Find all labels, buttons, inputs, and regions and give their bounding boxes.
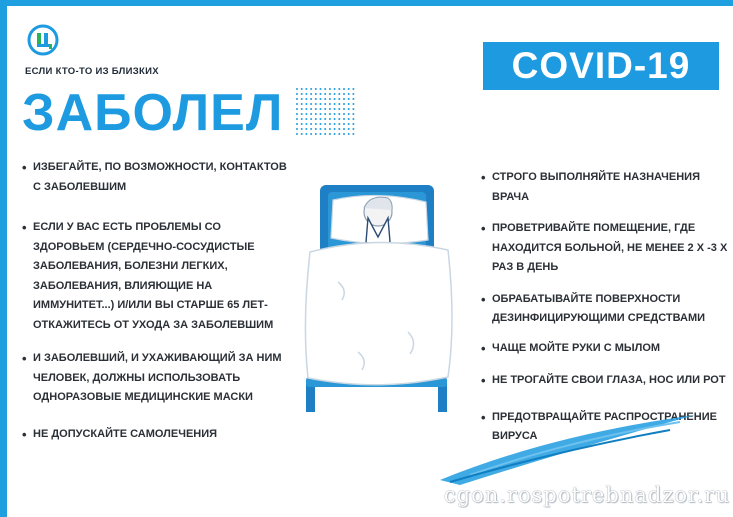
dot: [310, 93, 312, 95]
dot: [320, 108, 322, 110]
dot: [343, 93, 345, 95]
bullet-icon: •: [481, 409, 486, 425]
dot: [343, 108, 345, 110]
dot: [320, 128, 322, 130]
dot: [320, 133, 322, 135]
dot: [352, 133, 354, 135]
dot: [301, 108, 303, 110]
dot: [348, 108, 350, 110]
dot: [324, 88, 326, 90]
dot: [305, 88, 307, 90]
dot: [310, 88, 312, 90]
dot: [352, 98, 354, 100]
dot: [338, 98, 340, 100]
dot: [296, 108, 298, 110]
dot: [296, 98, 298, 100]
list-item: [481, 290, 730, 329]
dot: [301, 98, 303, 100]
dot: [301, 88, 303, 90]
dot: [315, 123, 317, 125]
dot: [334, 98, 336, 100]
dot: [320, 103, 322, 105]
dot: [334, 93, 336, 95]
dot: [352, 113, 354, 115]
dot: [324, 118, 326, 120]
dot: [343, 98, 345, 100]
dot: [352, 93, 354, 95]
dot: [329, 98, 331, 100]
dot: [352, 108, 354, 110]
page-title: ЗАБОЛЕЛ: [22, 84, 284, 142]
dot-pattern-decoration: [295, 87, 357, 137]
dot: [348, 123, 350, 125]
dot: [343, 113, 345, 115]
dot: [320, 93, 322, 95]
dot: [296, 128, 298, 130]
dot: [334, 113, 336, 115]
dot: [338, 128, 340, 130]
dot: [296, 118, 298, 120]
site-watermark: cgon.rospotrebnadzor.ru: [443, 483, 730, 507]
dot: [310, 118, 312, 120]
dot: [348, 93, 350, 95]
bullet-icon: •: [22, 426, 27, 442]
dot: [324, 113, 326, 115]
dot: [329, 118, 331, 120]
bullet-icon: •: [22, 220, 27, 235]
list-item-text: СТРОГО ВЫПОЛНЯЙТЕ НАЗНАЧЕНИЯ ВРАЧА: [492, 171, 700, 203]
dot: [334, 118, 336, 120]
bullet-icon: •: [481, 340, 486, 356]
dot: [334, 128, 336, 130]
dot: [324, 93, 326, 95]
dot: [352, 103, 354, 105]
list-item: [481, 371, 730, 391]
dot: [305, 98, 307, 100]
bullet-icon: •: [481, 291, 486, 307]
dot: [348, 128, 350, 130]
dot: [320, 118, 322, 120]
dot: [310, 108, 312, 110]
dot: [329, 113, 331, 115]
dot: [315, 98, 317, 100]
bullet-icon: •: [481, 221, 486, 236]
dot: [315, 113, 317, 115]
list-item: [22, 158, 288, 197]
list-item-text: ЕСЛИ У ВАС ЕСТЬ ПРОБЛЕМЫ СО ЗДОРОВЬЕМ (СЕРДЕЧНО-СОСУДИСТЫЕ ЗАБОЛЕВАНИЯ, БОЛЕЗНИ ЛЕГКИХ, ЗАБОЛЕВАНИЯ, ВЛИЯЮЩИЕ НА ИММУНИТЕТ...) И/ИЛИ ВЫ СТАРШЕ 65 ЛЕТ-ОТКАЖИТЕСЬ ОТ УХОДА ЗА ЗАБОЛЕВШИМ: [33, 221, 274, 331]
dot: [324, 103, 326, 105]
dot: [329, 103, 331, 105]
dot: [338, 108, 340, 110]
brush-stroke-decoration: [430, 410, 700, 490]
dot: [301, 103, 303, 105]
dot: [338, 103, 340, 105]
dot: [352, 88, 354, 90]
dot: [296, 93, 298, 95]
list-item: [481, 168, 730, 207]
dot: [301, 93, 303, 95]
dot: [338, 93, 340, 95]
dot: [343, 103, 345, 105]
dot: [352, 118, 354, 120]
dot: [329, 88, 331, 90]
list-item-text: ПРОВЕТРИВАЙТЕ ПОМЕЩЕНИЕ, ГДЕ НАХОДИТСЯ БОЛЬНОЙ, НЕ МЕНЕЕ 2 Х -3 Х РАЗ В ДЕНЬ: [492, 222, 728, 273]
dot: [301, 133, 303, 135]
right-recommendations-list: [481, 168, 730, 447]
dot: [324, 133, 326, 135]
list-item: [22, 218, 288, 335]
dot: [296, 123, 298, 125]
list-item: [481, 339, 730, 359]
dot: [296, 113, 298, 115]
dot: [310, 113, 312, 115]
dot: [329, 93, 331, 95]
dot: [301, 118, 303, 120]
dot: [305, 133, 307, 135]
dot: [315, 118, 317, 120]
dot: [310, 103, 312, 105]
dot: [296, 88, 298, 90]
dot: [324, 128, 326, 130]
dot: [348, 133, 350, 135]
dot: [305, 113, 307, 115]
bullet-icon: •: [481, 170, 486, 185]
dot: [305, 123, 307, 125]
list-item-text: И ЗАБОЛЕВШИЙ, И УХАЖИВАЮЩИЙ ЗА НИМ ЧЕЛОВЕК, ДОЛЖНЫ ИСПОЛЬЗОВАТЬ ОДНОРАЗОВЫЕ МЕДИЦИНСКИЕ МАСКИ: [33, 352, 282, 403]
dot: [320, 123, 322, 125]
dot: [310, 133, 312, 135]
top-border: [0, 0, 733, 6]
dot: [329, 133, 331, 135]
dot: [296, 103, 298, 105]
covid-badge: COVID-19: [483, 42, 719, 90]
dot: [343, 133, 345, 135]
dot: [315, 128, 317, 130]
dot: [305, 103, 307, 105]
dot: [334, 123, 336, 125]
dot: [310, 123, 312, 125]
bullet-icon: •: [481, 373, 486, 388]
list-item-text: ОБРАБАТЫВАЙТЕ ПОВЕРХНОСТИ ДЕЗИНФИЦИРУЮЩИМИ СРЕДСТВАМИ: [492, 292, 706, 324]
left-border: [0, 0, 7, 517]
dot: [329, 128, 331, 130]
dot: [301, 123, 303, 125]
dot: [324, 123, 326, 125]
list-item-text: ИЗБЕГАЙТЕ, ПО ВОЗМОЖНОСТИ, КОНТАКТОВ С ЗАБОЛЕВШИМ: [33, 161, 287, 193]
list-item-text: НЕ ДОПУСКАЙТЕ САМОЛЕЧЕНИЯ: [33, 427, 218, 440]
dot: [348, 98, 350, 100]
dot: [334, 103, 336, 105]
left-recommendations-list: [22, 158, 288, 444]
dot: [338, 133, 340, 135]
dot: [338, 123, 340, 125]
list-item-text: НЕ ТРОГАЙТЕ СВОИ ГЛАЗА, НОС ИЛИ РОТ: [492, 374, 726, 386]
dot: [301, 128, 303, 130]
dot: [338, 118, 340, 120]
dot: [320, 113, 322, 115]
dot: [343, 118, 345, 120]
dot: [343, 88, 345, 90]
dot: [310, 98, 312, 100]
dot: [352, 128, 354, 130]
dot: [320, 88, 322, 90]
rospotrebnadzor-logo-icon: [27, 24, 59, 56]
list-item-text: ЧАЩЕ МОЙТЕ РУКИ С МЫЛОМ: [492, 341, 661, 354]
dot: [305, 118, 307, 120]
dot: [305, 128, 307, 130]
dot: [315, 93, 317, 95]
sick-person-in-bed-illustration: [298, 182, 458, 417]
dot: [329, 108, 331, 110]
dot: [348, 118, 350, 120]
dot: [334, 108, 336, 110]
subtitle: ЕСЛИ КТО-ТО ИЗ БЛИЗКИХ: [25, 66, 159, 77]
list-item: [22, 425, 288, 445]
dot: [348, 88, 350, 90]
dot: [320, 98, 322, 100]
list-item: [481, 219, 730, 278]
dot: [352, 123, 354, 125]
dot: [334, 88, 336, 90]
bullet-icon: •: [22, 351, 27, 366]
dot: [338, 88, 340, 90]
dot: [343, 128, 345, 130]
bullet-icon: •: [22, 160, 27, 175]
dot: [315, 108, 317, 110]
dot: [296, 133, 298, 135]
dot: [343, 123, 345, 125]
dot: [324, 98, 326, 100]
list-item-text: ПРЕДОТВРАЩАЙТЕ РАСПРОСТРАНЕНИЕ ВИРУСА: [492, 410, 717, 442]
dot: [315, 103, 317, 105]
dot: [310, 128, 312, 130]
dot: [348, 113, 350, 115]
dot: [329, 123, 331, 125]
list-item: [22, 349, 288, 408]
dot: [301, 113, 303, 115]
dot: [315, 133, 317, 135]
dot: [305, 108, 307, 110]
dot: [324, 108, 326, 110]
dot: [315, 88, 317, 90]
dot: [348, 103, 350, 105]
dot: [338, 113, 340, 115]
dot: [334, 133, 336, 135]
dot: [305, 93, 307, 95]
